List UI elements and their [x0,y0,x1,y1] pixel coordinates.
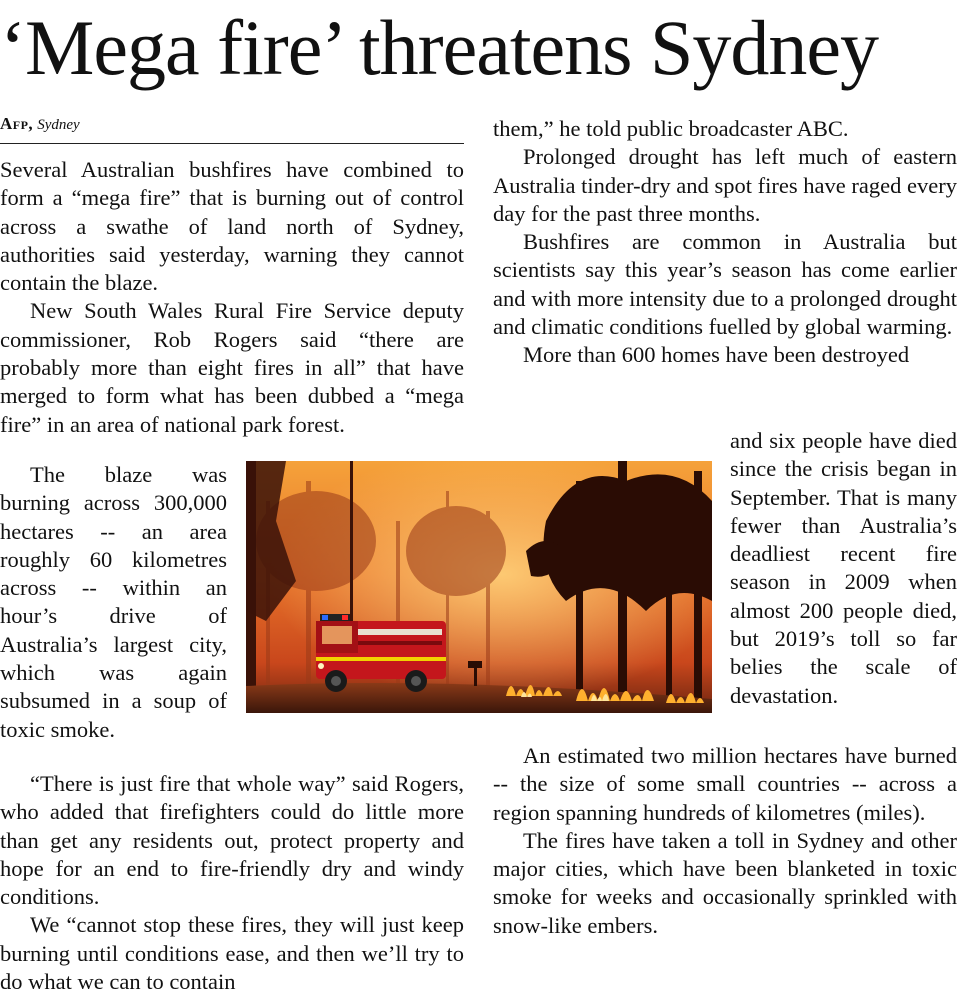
column-2-top [493,115,957,370]
headline: ‘Mega fire’ threatens Sydney [0,4,879,91]
column-2-bottom [493,742,957,940]
paragraph-9: An estimated two million hectares have burned -- the size of some small countries -- across a region spanning hundreds of kilometres (miles). [493,743,957,825]
paragraph-6: Prolonged drought has left much of eastern Australia tinder-dry and spot fires have raged every day for the past three months. [493,144,957,226]
paragraph-5-end: them,” he told public broadcaster ABC. [493,116,849,141]
byline-place: Sydney [37,117,80,133]
column-1-wrap [0,461,227,744]
column-1-bottom [0,770,464,996]
bushfire-photo-illustration [246,461,712,713]
paragraph-1: Several Australian bushfires have combined to form a “mega fire” that is burning out of control across a swathe of land north of Sydney, authorities said yesterday, warning they cannot contain the blaze. [0,157,464,296]
paragraph-8-rest: and six people have died since the crisis began in September. That is many fewer than Australia’s deadliest recent fire season in 2009 when almost 200 people died, but 2019’s toll so far belies the scale of devastation. [730,428,957,708]
paragraph-8-start: More than 600 homes have been destroyed [523,342,910,368]
paragraph-5-start: We “cannot stop these fires, they will just keep burning until conditions ease, and then we’ll try to do what we can to contain [0,912,464,995]
column-2-wrap [730,427,957,710]
paragraph-10: The fires have taken a toll in Sydney and other major cities, which have been blanketed in toxic smoke for weeks and occasionally sprinkled with snow-like embers. [493,827,957,938]
bushfire-photo [246,461,712,713]
byline [0,112,464,144]
paragraph-2: New South Wales Rural Fire Service deputy commissioner, Rob Rogers said “there are probably more than eight fires in all” that have merged to form what has been dubbed a “mega fire” in an area of national park forest. [0,298,464,437]
column-1-top [0,156,464,439]
paragraph-4: “There is just fire that whole way” said Rogers, who added that firefighters could do little more than get any residents out, protect property and hope for an end to fire-friendly dry and windy conditions. [0,771,464,910]
paragraph-3: The blaze was burning across 300,000 hectares -- an area roughly 60 kilometres across -- within an hour’s drive of Australia’s largest city, which was again subsumed in a soup of toxic smoke. [0,462,227,742]
paragraph-7: Bushfires are common in Australia but scientists say this year’s season has come earlier and with more intensity due to a prolonged drought and climatic conditions fuelled by global warming. [493,229,957,340]
byline-agency: Afp, [0,114,34,133]
